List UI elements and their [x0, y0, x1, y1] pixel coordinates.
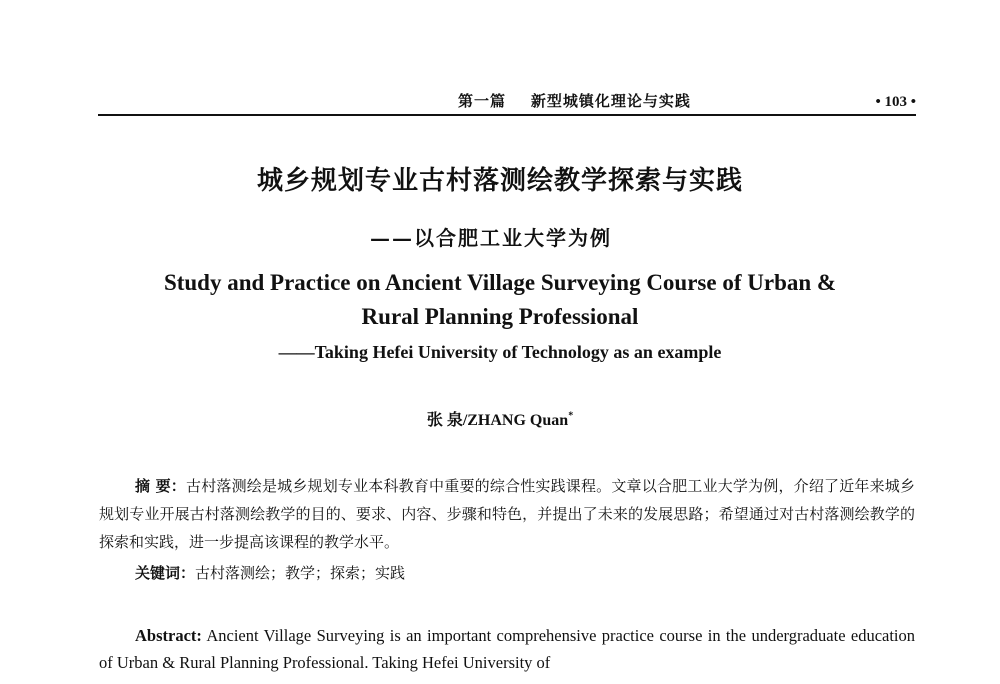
page-number: • 103 •	[875, 94, 916, 110]
running-header	[98, 88, 916, 116]
paper-subtitle-cn: ——以合肥工业大学为例	[370, 226, 612, 250]
paper-title-en-line2: Rural Planning Professional	[361, 304, 639, 329]
author-footnote-mark: *	[568, 410, 574, 422]
abstract-en-text: Ancient Village Surveying is an important comprehensive practice course in the undergraduate education of Urban & Rural Planning Professional. Taking Hefei University of	[99, 626, 916, 672]
abstract-en	[99, 622, 915, 676]
keywords-cn-label: 关键词：	[135, 564, 196, 582]
keywords-cn	[135, 562, 405, 583]
paper-title-en-line1: Study and Practice on Ancient Village Surveying Course of Urban &	[163, 270, 837, 295]
author-name: 张 泉/ZHANG Quan	[426, 412, 569, 429]
abstract-cn	[99, 472, 915, 556]
paper-subtitle-en: ——Taking Hefei University of Technology as an example	[278, 342, 722, 362]
author-line	[0, 407, 1000, 430]
abstract-cn-text: 古村落测绘是城乡规划专业本科教育中重要的综合性实践课程。文章以合肥工业大学为例，介绍了近年来城乡规划专业开展古村落测绘教学的目的、要求、内容、步骤和特色，并提出了未来的发展思路；希望通过对古村落测绘教学的探索和实践，进一步提高该课程的教学水平。	[99, 477, 915, 551]
paper-title-cn: 城乡规划专业古村落测绘教学探索与实践	[256, 166, 743, 196]
keywords-cn-text: 古村落测绘；教学；探索；实践	[195, 564, 406, 582]
abstract-en-label: Abstract:	[135, 626, 202, 645]
abstract-cn-label: 摘 要：	[135, 477, 186, 495]
paper-title-en	[0, 266, 1000, 334]
running-title: 第一篇 新型城镇化理论与实践	[458, 92, 691, 110]
